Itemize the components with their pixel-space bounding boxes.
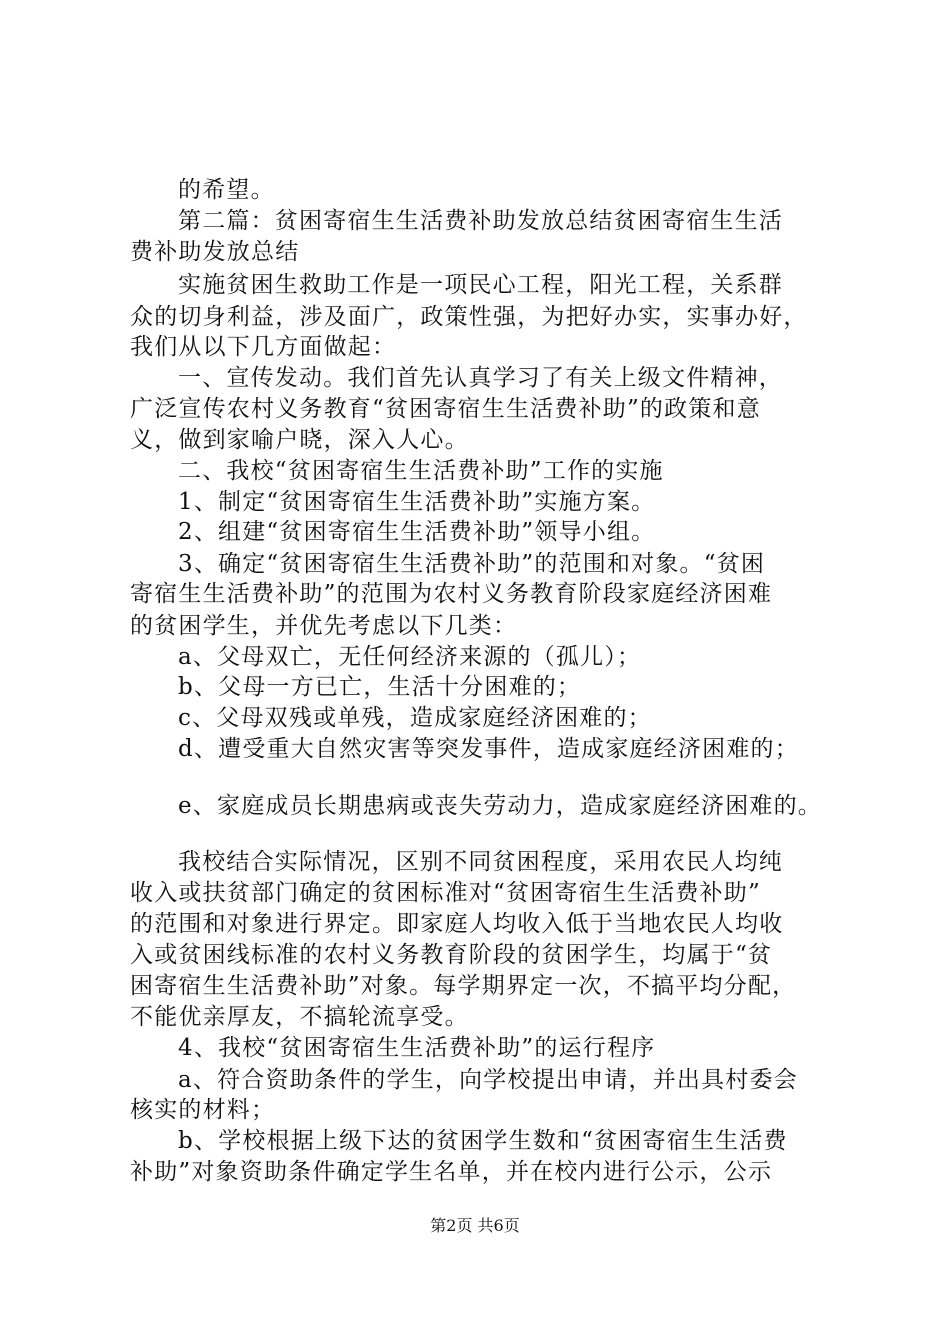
text-line: 收入或扶贫部门确定的贫困标准对“贫困寄宿生生活费补助” — [130, 880, 761, 906]
text-line: 的贫困学生，并优先考虑以下几类： — [130, 613, 518, 639]
text-line: 广泛宣传农村义务教育“贫困寄宿生生活费补助”的政策和意 — [130, 396, 761, 422]
text-line: 的希望。 — [178, 177, 275, 203]
list-item: a、符合资助条件的学生，向学校提出申请，并出具村委会 — [178, 1067, 798, 1093]
text-line: 3、确定“贫困寄宿生生活费补助”的范围和对象。“贫困 — [178, 551, 766, 577]
text-line: 困寄宿生生活费补助”对象。每学期界定一次，不搞平均分配， — [130, 973, 797, 999]
text-line: 2、组建“贫困寄宿生生活费补助”领导小组。 — [178, 519, 656, 545]
list-item: b、父母一方已亡，生活十分困难的； — [178, 674, 582, 700]
text-line: 4、我校“贫困寄宿生生活费补助”的运行程序 — [178, 1035, 656, 1061]
section-title-line: 费补助发放总结 — [130, 239, 300, 265]
text-line: 核实的材料； — [130, 1097, 276, 1123]
text-line: 义，做到家喻户晓，深入人心。 — [130, 427, 469, 453]
text-line: 众的切身利益，涉及面广，政策性强，为把好办实，实事办好， — [130, 304, 808, 330]
list-item: b、学校根据上级下达的贫困学生数和“贫困寄宿生生活费 — [178, 1128, 788, 1154]
list-item: c、父母双残或单残，造成家庭经济困难的； — [178, 705, 652, 731]
section-title-line: 第二篇：贫困寄宿生生活费补助发放总结贫困寄宿生生活 — [178, 208, 783, 234]
text-line: 我们从以下几方面做起： — [130, 334, 397, 360]
text-line: 二、我校“贫困寄宿生生活费补助”工作的实施 — [178, 458, 664, 484]
page-number-footer: 第2页 共6页 — [430, 1216, 520, 1235]
list-item: a、父母双亡，无任何经济来源的（孤儿）； — [178, 644, 642, 670]
text-line: 1、制定“贫困寄宿生生活费补助”实施方案。 — [178, 489, 656, 515]
text-line: 一、宣传发动。我们首先认真学习了有关上级文件精神， — [178, 365, 783, 391]
text-line: 不能优亲厚友，不搞轮流享受。 — [130, 1004, 469, 1030]
text-line: 补助”对象资助条件确定学生名单，并在校内进行公示，公示 — [130, 1159, 773, 1185]
text-line: 入或贫困线标准的农村义务教育阶段的贫困学生，均属于“贫 — [130, 942, 773, 968]
text-line: 寄宿生生活费补助”的范围为农村义务教育阶段家庭经济困难 — [130, 581, 773, 607]
list-item: e、家庭成员长期患病或丧失劳动力，造成家庭经济困难的。 — [178, 793, 823, 819]
text-line: 我校结合实际情况，区别不同贫困程度，采用农民人均纯 — [178, 849, 783, 875]
list-item: d、遭受重大自然灾害等突发事件，造成家庭经济困难的； — [178, 736, 799, 762]
text-line: 的范围和对象进行界定。即家庭人均收入低于当地农民人均收 — [130, 911, 784, 937]
text-line: 实施贫困生救助工作是一项民心工程，阳光工程，关系群 — [178, 272, 783, 298]
